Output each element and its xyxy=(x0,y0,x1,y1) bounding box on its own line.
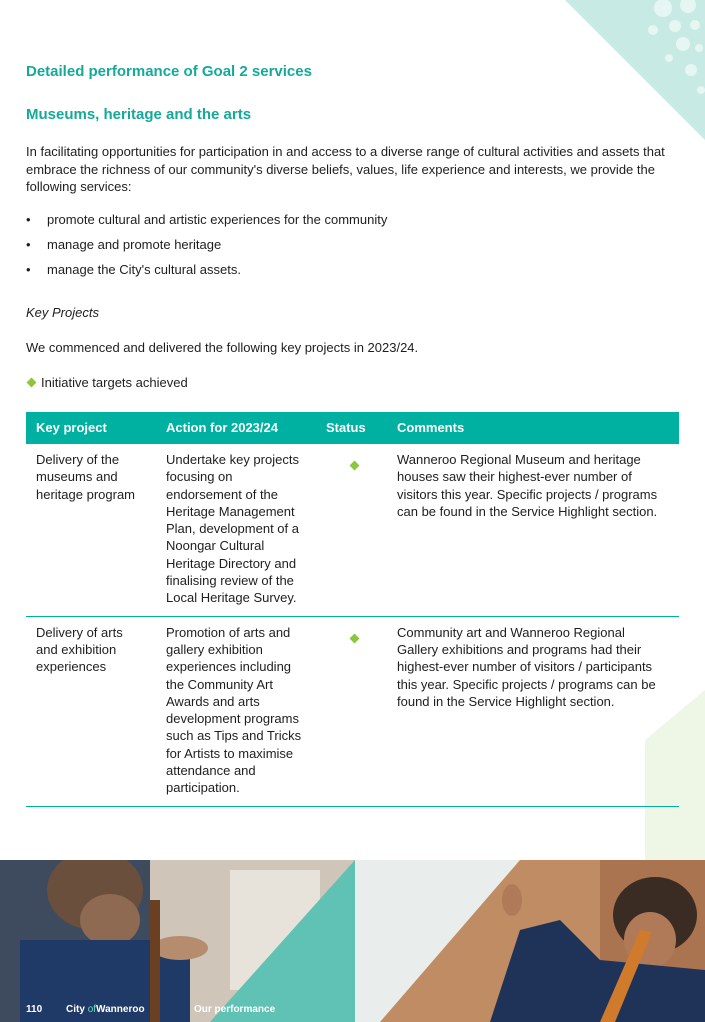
intro-paragraph: In facilitating opportunities for participation in and access to a diverse range of cultural activities and assets that embrace the richness of our community's diverse beliefs, values, life experience and interests, we provide the following services: xyxy=(26,144,665,194)
status-legend xyxy=(26,375,188,390)
table-header-row xyxy=(26,412,679,444)
footer-org-name: Wanneroo xyxy=(96,1004,145,1015)
key-project-cell: Delivery of the museums and heritage program xyxy=(26,444,156,616)
key-project-cell: Delivery of arts and exhibition experiences xyxy=(26,616,156,806)
services-list xyxy=(26,211,387,286)
diamond-achieved-icon xyxy=(350,633,360,643)
table-row xyxy=(26,444,679,616)
footer-photo-banner xyxy=(0,860,705,1022)
column-header: Comments xyxy=(387,412,679,444)
footer-org xyxy=(66,1004,194,1015)
decorative-corner-pattern xyxy=(565,0,705,140)
action-cell: Undertake key projects focusing on endorsement of the Heritage Management Plan, development of a Noongar Cultural Heritage Directory and finalising review of the Local Heritage Survey. xyxy=(156,444,316,616)
legend-label: Initiative targets achieved xyxy=(41,375,188,390)
list-item: • promote cultural and artistic experiences for the community xyxy=(26,211,387,236)
column-header: Action for 2023/24 xyxy=(156,412,316,444)
status-cell xyxy=(316,444,387,616)
column-header: Status xyxy=(316,412,387,444)
comments-cell: Wanneroo Regional Museum and heritage houses saw their highest-ever number of visitors this year. Specific projects / programs can be found in the Service Highlight section. xyxy=(387,444,679,616)
footer-org-prefix: City xyxy=(66,1004,85,1015)
footer-org-of: of xyxy=(87,1004,97,1015)
status-cell xyxy=(316,616,387,806)
column-header: Key project xyxy=(26,412,156,444)
page-number: 110 xyxy=(26,1004,43,1015)
key-projects-table xyxy=(26,412,679,807)
action-cell: Promotion of arts and gallery exhibition experiences including the Community Art Awards and arts development programs such as Tips and Tricks for Artists to maximise attendance and participation. xyxy=(156,616,316,806)
list-item: • manage and promote heritage xyxy=(26,236,387,261)
page-footer xyxy=(26,1004,275,1015)
table-row xyxy=(26,616,679,806)
goal-heading: Detailed performance of Goal 2 services xyxy=(26,63,312,80)
diamond-achieved-icon xyxy=(350,461,360,471)
list-item: • manage the City's cultural assets. xyxy=(26,261,387,286)
commenced-text: We commenced and delivered the following key projects in 2023/24. xyxy=(26,340,419,355)
footer-section: Our performance xyxy=(194,1004,276,1015)
comments-cell: Community art and Wanneroo Regional Gallery exhibitions and programs had their highest-ever number of visitors / participants this year. Specific projects / programs can be found in the Service Highlight section. xyxy=(387,616,679,806)
key-projects-label: Key Projects xyxy=(26,305,99,320)
section-heading: Museums, heritage and the arts xyxy=(26,106,252,123)
diamond-achieved-icon xyxy=(27,378,37,388)
